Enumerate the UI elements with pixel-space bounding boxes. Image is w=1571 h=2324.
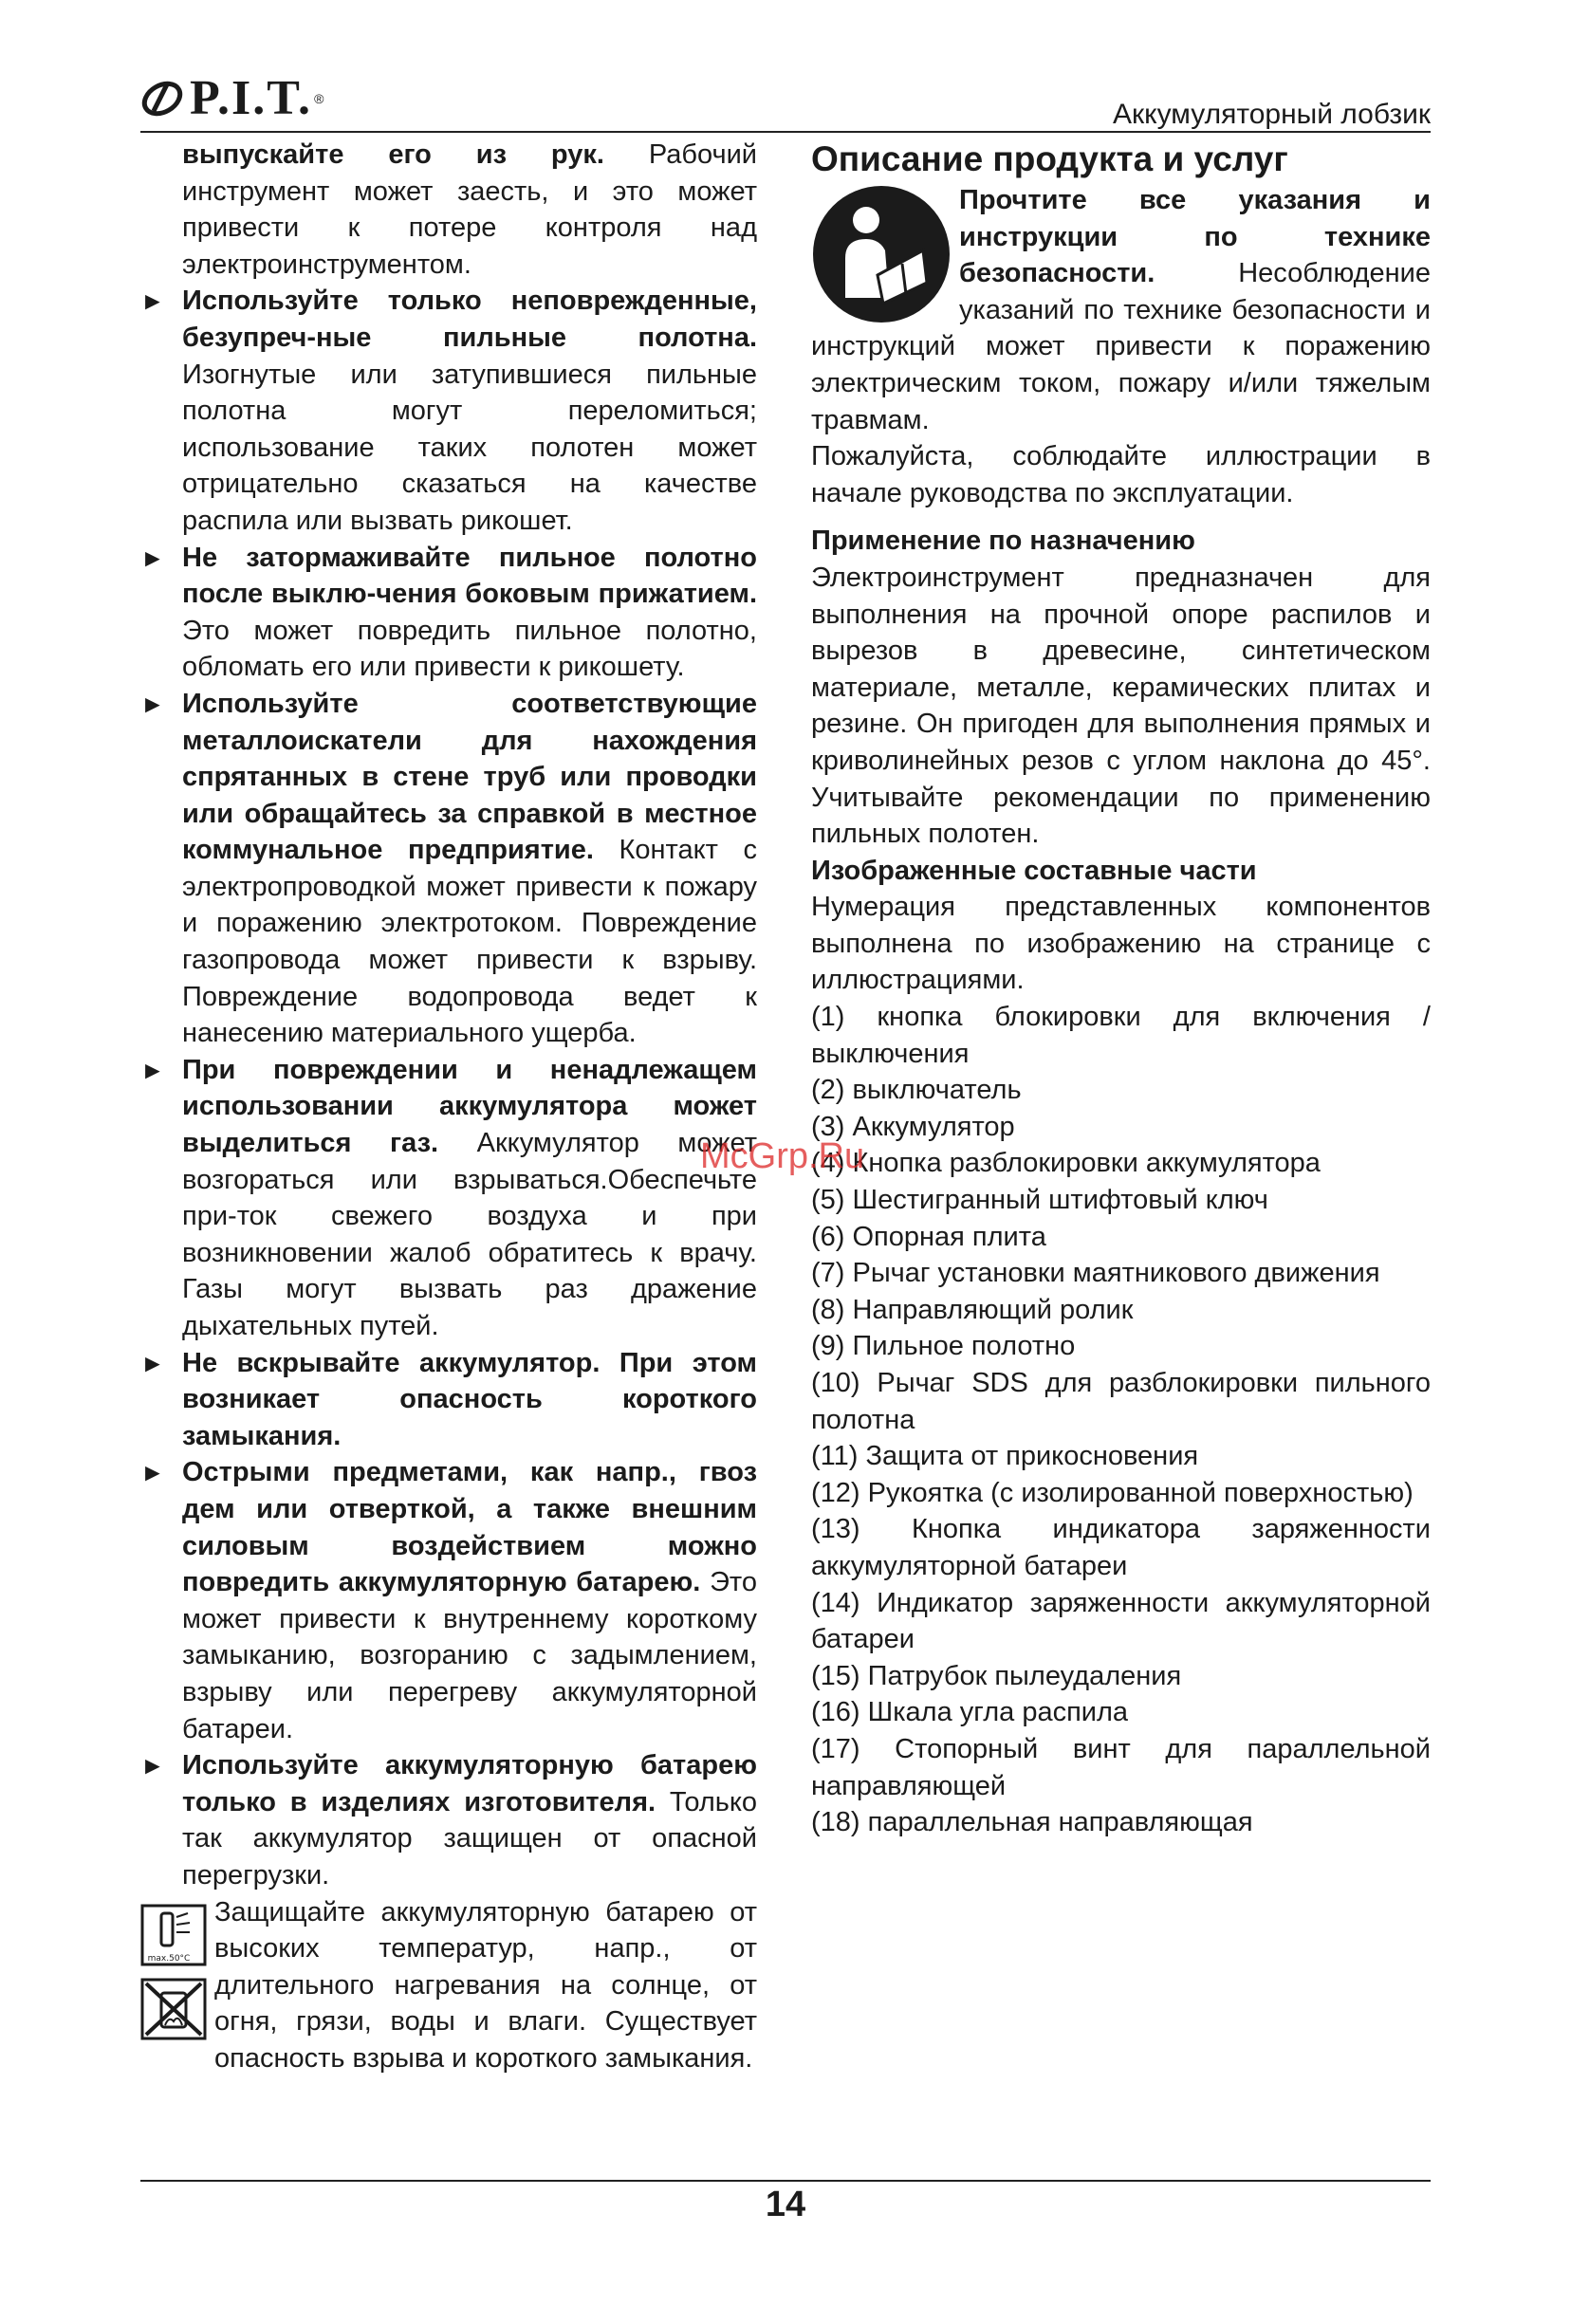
bullet-text: Это может привести к внутреннему короткому замыканию, возгоранию с задымлением, взрыву или перегреву аккумуляторной батареи. — [182, 1567, 757, 1744]
bullet-text: Аккумулятор может возгораться или взрываться.Обеспечьте при-ток свежего воздуха и при возникновении жалоб обратитесь к врачу. Газы могут вызвать раз дражение дыхательных путей. — [182, 1128, 757, 1341]
list-item — [140, 1747, 757, 1893]
safety-instructions-block — [811, 182, 1431, 438]
part-item: (3) Аккумулятор — [811, 1111, 1015, 1142]
safety-bold: Прочтите все указания и инструкции по технике безопасности. — [959, 185, 1431, 289]
page-number: 14 — [765, 2185, 806, 2224]
bullet-bold: Не вскрывайте аккумулятор. При этом возникает опасность короткого замыкания. — [182, 1347, 757, 1451]
usage-heading: Применение по назначению — [811, 526, 1195, 557]
list-item — [140, 1454, 757, 1747]
part-item: (15) Патрубок пылеудаления — [811, 1660, 1182, 1691]
pit-logo-icon — [140, 77, 184, 120]
part-item: (4) Кнопка разблокировки аккумулятора — [811, 1148, 1321, 1179]
part-item: (12) Рукоятка (с изолированной поверхностью) — [811, 1477, 1414, 1508]
list-item — [140, 1345, 757, 1455]
illustrations-note: Пожалуйста, соблюдайте иллюстрации в начале руководства по эксплуатации. — [811, 441, 1431, 508]
bullet-icon: ► — [140, 1055, 165, 1084]
bullet-text: Это может повредить пильное полотно, обломать его или привести к рикошету. — [182, 615, 757, 683]
no-fire-water-icon — [140, 1978, 207, 2040]
list-item — [140, 283, 757, 539]
part-item: (10) Рычаг SDS для разблокировки пильного полотна — [811, 1368, 1431, 1435]
part-item: (2) выключатель — [811, 1075, 1022, 1106]
right-column — [811, 137, 1431, 1841]
continued-bold: выпускайте его из рук. — [182, 139, 604, 170]
parts-heading: Изображенные составные части — [811, 855, 1257, 886]
max-temperature-icon — [140, 1904, 207, 1966]
bullet-bold: При повреждении и ненадлежащем использовании аккумулятора может выделиться газ. — [182, 1054, 757, 1159]
bullet-icon: ► — [140, 1348, 165, 1377]
bullet-icon: ► — [140, 543, 165, 572]
watermark: McGrp.Ru — [700, 1136, 865, 1176]
bullet-text: Изогнутые или затупившиеся пильные полотна могут переломиться; использование таких полотен может отрицательно сказаться на качестве распила или вызвать рикошет. — [182, 359, 757, 536]
temperature-warning — [140, 1894, 757, 2077]
part-item: (18) параллельная направляющая — [811, 1807, 1253, 1838]
list-item — [140, 1052, 757, 1345]
section-heading: Описание продукта и услуг — [811, 139, 1288, 178]
part-item: (14) Индикатор заряженности аккумуляторной батареи — [811, 1587, 1431, 1655]
part-item: (1) кнопка блокировки для включения / выключения — [811, 1002, 1431, 1069]
part-item: (5) Шестигранный штифтовый ключ — [811, 1185, 1268, 1216]
part-item: (9) Пильное полотно — [811, 1331, 1076, 1362]
part-item: (17) Стопорный винт для параллельной направляющей — [811, 1733, 1431, 1801]
footer-divider — [140, 2180, 1431, 2182]
temperature-icons — [140, 1904, 207, 2052]
part-item: (6) Опорная плита — [811, 1221, 1046, 1252]
bullet-text: Только так аккумулятор защищен от опасной перегрузки. — [182, 1786, 757, 1891]
safety-text: Несоблюдение указаний по технике безопасности и инструкций может привести к поражению электрическим током, пожару и/или тяжелым травмам. — [811, 258, 1431, 435]
bullet-icon: ► — [140, 1751, 165, 1780]
temperature-warning-text: Защищайте аккумуляторную батарею от высоких температур, напр., от длительного нагревания на солнце, от огня, грязи, воды и влаги. Существует опасность взрыва и короткого замыкания. — [214, 1896, 757, 2074]
bullet-icon: ► — [140, 689, 165, 718]
logo-registered-mark: ® — [314, 91, 324, 106]
part-item: (16) Шкала угла распила — [811, 1697, 1129, 1728]
bullet-bold: Не затормаживайте пильное полотно после выклю-чения боковым прижатием. — [182, 542, 757, 610]
bullet-text: Контакт с электропроводкой может привести к пожару и поражению электротоком. Повреждение газопровода может привести к взрыву. Повреждение водопровода ведет к нанесению материального ущерба. — [182, 835, 758, 1049]
max-temp-label: max.50°C — [147, 1953, 191, 1964]
continued-text: Рабочий инструмент может заесть, и это может привести к потере контроля над электроинструментом. — [182, 139, 757, 280]
list-item — [140, 686, 757, 1052]
part-item: (7) Рычаг установки маятникового движения — [811, 1258, 1380, 1289]
header-divider — [140, 131, 1431, 133]
parts-intro: Нумерация представленных компонентов выполнена по изображению на странице с иллюстрациями. — [811, 892, 1431, 996]
bullet-icon: ► — [140, 286, 165, 316]
part-item: (8) Направляющий ролик — [811, 1294, 1134, 1325]
read-manual-icon — [811, 184, 952, 324]
header-title: Аккумуляторный лобзик — [1113, 99, 1431, 130]
bullet-bold: Используйте аккумуляторную батарею только в изделиях изготовителя. — [182, 1750, 757, 1817]
bullet-icon: ► — [140, 1458, 165, 1487]
logo-text: P.I.T. — [190, 71, 313, 125]
part-item: (11) Защита от прикосновения — [811, 1441, 1199, 1472]
bullet-bold: Используйте соответствующие металлоискатели для нахождения спрятанных в стене труб или проводки или обращайтесь за справкой в местное коммунальное предприятие. — [182, 688, 757, 866]
list-item — [140, 540, 757, 686]
bullet-bold: Острыми предметами, как напр., гвоз дем или отверткой, а также внешним силовым воздействием можно повредить аккумуляторную батарею. — [182, 1457, 757, 1598]
brand-logo — [140, 71, 324, 125]
spacer — [811, 511, 1431, 523]
bullet-bold: Используйте только неповрежденные, безупреч-ные пильные полотна. — [182, 286, 757, 353]
part-item: (13) Кнопка индикатора заряженности аккумуляторной батареи — [811, 1514, 1431, 1581]
continued-paragraph — [140, 137, 757, 283]
left-column — [140, 137, 757, 2076]
usage-text: Электроинструмент предназначен для выполнения на прочной опоре распилов и вырезов в древесине, синтетическом материале, металле, керамических плитах и резине. Он пригоден для выполнения прямых и криволинейных резов с углом наклона до 45°. Учитывайте рекомендации по применению пильных полотен. — [811, 562, 1431, 850]
